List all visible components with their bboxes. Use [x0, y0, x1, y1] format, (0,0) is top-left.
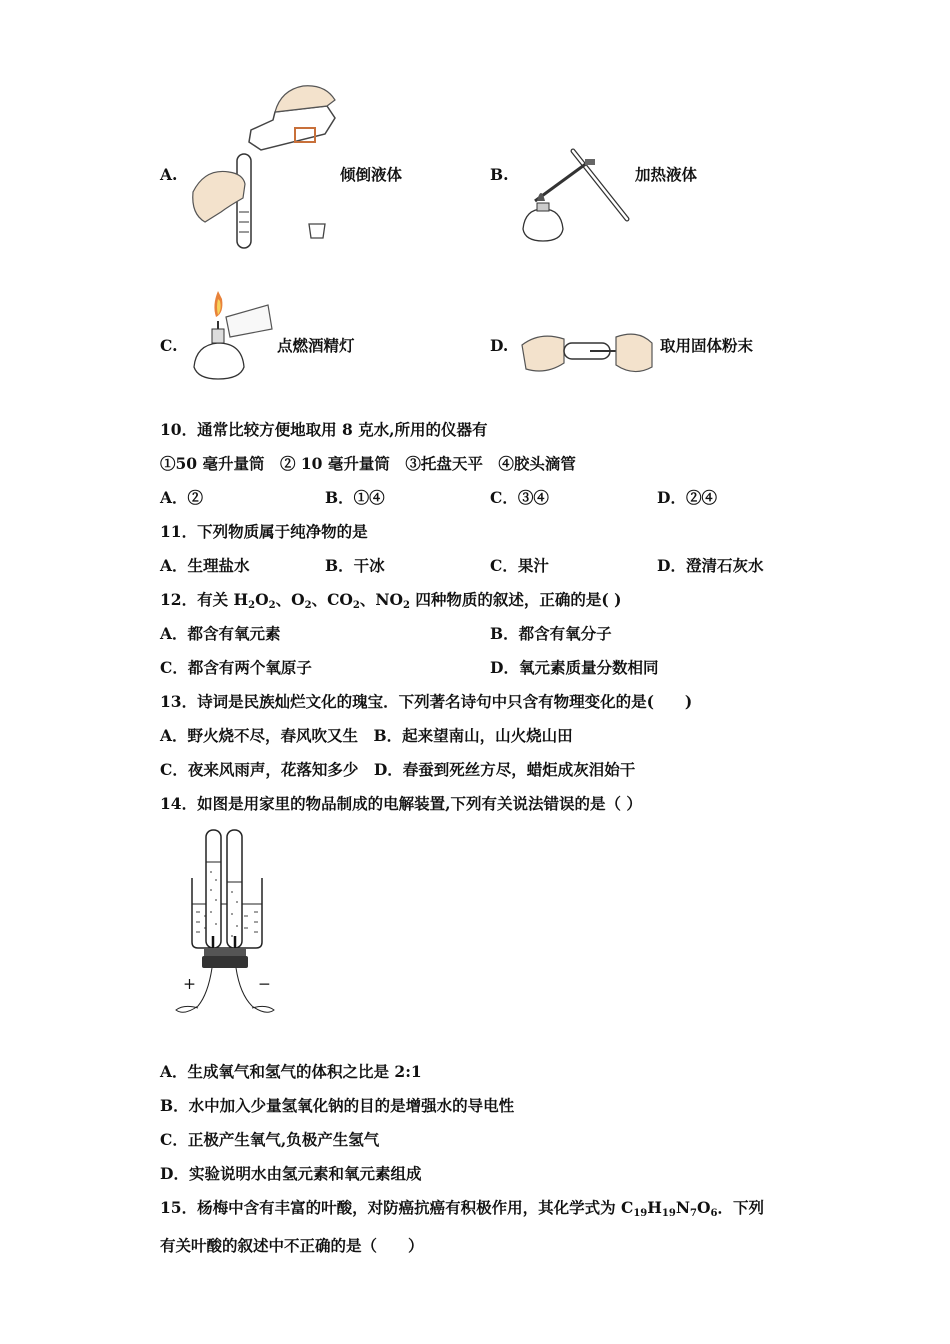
formula-list: $H_2O_2$、$O_2$、$CO_2$、$NO_2$: [233, 590, 411, 611]
figure-pouring-liquid: [185, 72, 345, 257]
option-caption: 取用固体粉末: [660, 336, 754, 355]
answer-option: C．果汁: [490, 556, 549, 575]
figure-lighting-alcohol-lamp: [190, 285, 275, 385]
answer-option: C．都含有两个氧原子: [160, 658, 312, 677]
answer-option: D．实验说明水由氢元素和氧元素组成: [160, 1164, 422, 1183]
option-label: A.: [160, 165, 178, 184]
question-15-stem: [160, 1198, 764, 1224]
option-caption: 加热液体: [635, 165, 698, 184]
answer-option: A．②: [160, 488, 204, 507]
question-15-stem-prefix: 15．杨梅中含有丰富的叶酸，对防癌抗癌有积极作用，其化学式为: [160, 1198, 621, 1217]
answer-option: B．干冰: [325, 556, 385, 575]
chemical-formula: $C_{19}H_{19}N_7O_6$: [620, 1198, 718, 1219]
answer-option: D．澄清石灰水: [657, 556, 764, 575]
answer-option: C．正极产生氧气,负极产生氢气: [160, 1130, 380, 1149]
answer-option: A．都含有氧元素: [160, 624, 281, 643]
option-caption: 倾倒液体: [340, 165, 403, 184]
question-11-stem: 11．下列物质属于纯净物的是: [160, 522, 368, 541]
answer-options-line: A．野火烧不尽，春风吹又生 B．起来望南山，山火烧山田: [160, 726, 573, 745]
electrolysis-apparatus-figure: [170, 826, 280, 1026]
question-10-instruments: ①50 毫升量筒 ② 10 毫升量筒 ③托盘天平 ④胶头滴管: [160, 454, 576, 473]
answer-option: B．①④: [325, 488, 385, 507]
answer-option: A．生理盐水: [160, 556, 250, 575]
option-caption: 点燃酒精灯: [277, 336, 355, 355]
option-label: D.: [490, 336, 509, 355]
question-10-stem: 10．通常比较方便地取用 8 克水,所用的仪器有: [160, 420, 488, 439]
question-14-stem: 14．如图是用家里的物品制成的电解装置,下列有关说法错误的是（ ）: [160, 794, 642, 813]
question-15-stem-line2: 有关叶酸的叙述中不正确的是（ ）: [160, 1236, 424, 1255]
answer-option: B．水中加入少量氢氧化钠的目的是增强水的导电性: [160, 1096, 515, 1115]
option-label: B.: [490, 165, 509, 184]
answer-option: C．③④: [490, 488, 549, 507]
option-label: C.: [160, 336, 178, 355]
question-12-stem-suffix: 四种物质的叙述，正确的是( ): [410, 590, 622, 609]
question-13-stem: 13．诗词是民族灿烂文化的瑰宝．下列著名诗句中只含有物理变化的是( ): [160, 692, 693, 711]
figure-taking-solid-powder: [520, 325, 655, 380]
question-12-stem-prefix: 12．有关: [160, 590, 234, 609]
answer-option: D．氧元素质量分数相同: [490, 658, 659, 677]
question-15-stem-suffix: ．下列: [717, 1198, 764, 1217]
positive-electrode-label: +: [183, 975, 196, 993]
answer-option: B．都含有氧分子: [490, 624, 612, 643]
question-12-stem: [160, 590, 621, 616]
answer-option: D．②④: [657, 488, 717, 507]
answer-option: A．生成氧气和氢气的体积之比是 2:1: [160, 1062, 422, 1081]
negative-electrode-label: −: [258, 975, 271, 993]
answer-options-line: C．夜来风雨声，花落知多少 D．春蚕到死丝方尽，蜡炬成灰泪始干: [160, 760, 636, 779]
figure-heating-liquid: [515, 145, 635, 250]
